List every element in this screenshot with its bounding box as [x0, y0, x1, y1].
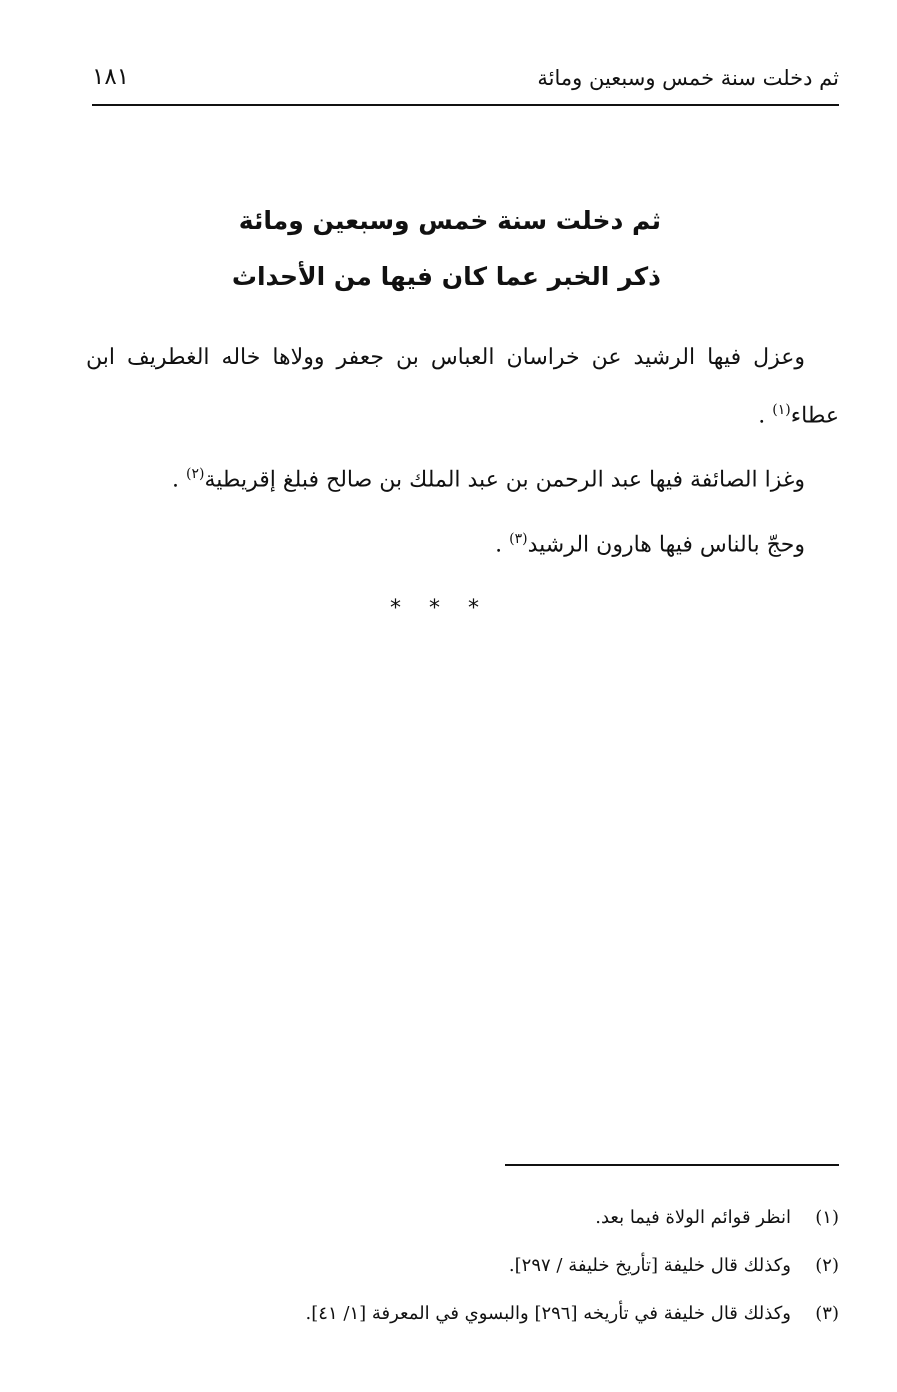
chapter-subtitle: ذكر الخبر عما كان فيها من الأحداث	[231, 262, 661, 291]
paragraph-text: وحجّ بالناس فيها هارون الرشيد	[527, 531, 805, 557]
footnote-number: (١)	[815, 1207, 839, 1228]
paragraph-text: وعزل فيها الرشيد عن خراسان العباس بن جعفر وولاها خاله الغطريف ابن عطاء	[86, 345, 839, 429]
chapter-title: ثم دخلت سنة خمس وسبعين ومائة	[238, 206, 661, 235]
body-text	[86, 332, 839, 577]
footnote-text: وكذلك قال خليفة [تأريخ خليفة / ٢٩٧].	[508, 1255, 791, 1276]
paragraph	[86, 513, 839, 571]
section-separator: ***	[390, 596, 507, 621]
footnote-rule	[505, 1164, 839, 1166]
footnote-text: وكذلك قال خليفة في تأريخه [٢٩٦] والبسوي في المعرفة [١/ ٤١].	[305, 1303, 791, 1324]
footnote-text: انظر قوائم الولاة فيما بعد.	[595, 1207, 791, 1228]
page-number: ١٨١	[92, 64, 130, 90]
footnote-number: (٣)	[815, 1303, 839, 1324]
paragraph	[86, 448, 839, 506]
footnote	[60, 1200, 839, 1248]
footnote-ref: (٣)	[509, 530, 528, 547]
footnote-number: (٢)	[815, 1255, 839, 1276]
paragraph-end: .	[495, 531, 503, 557]
footnote-ref: (١)	[772, 402, 791, 418]
running-header	[92, 62, 839, 100]
running-title: ثم دخلت سنة خمس وسبعين ومائة	[537, 66, 839, 90]
paragraph-end: .	[758, 403, 766, 429]
paragraph	[86, 332, 839, 442]
footnote-ref: (٢)	[186, 466, 205, 483]
header-rule	[92, 104, 839, 106]
paragraph-text: وغزا الصائفة فيها عبد الرحمن بن عبد الملك بن صالح فبلغ إقريطية	[204, 467, 805, 493]
footnote	[60, 1248, 839, 1296]
footnotes	[60, 1200, 839, 1344]
paragraph-end: .	[172, 467, 180, 493]
footnote	[60, 1296, 839, 1344]
